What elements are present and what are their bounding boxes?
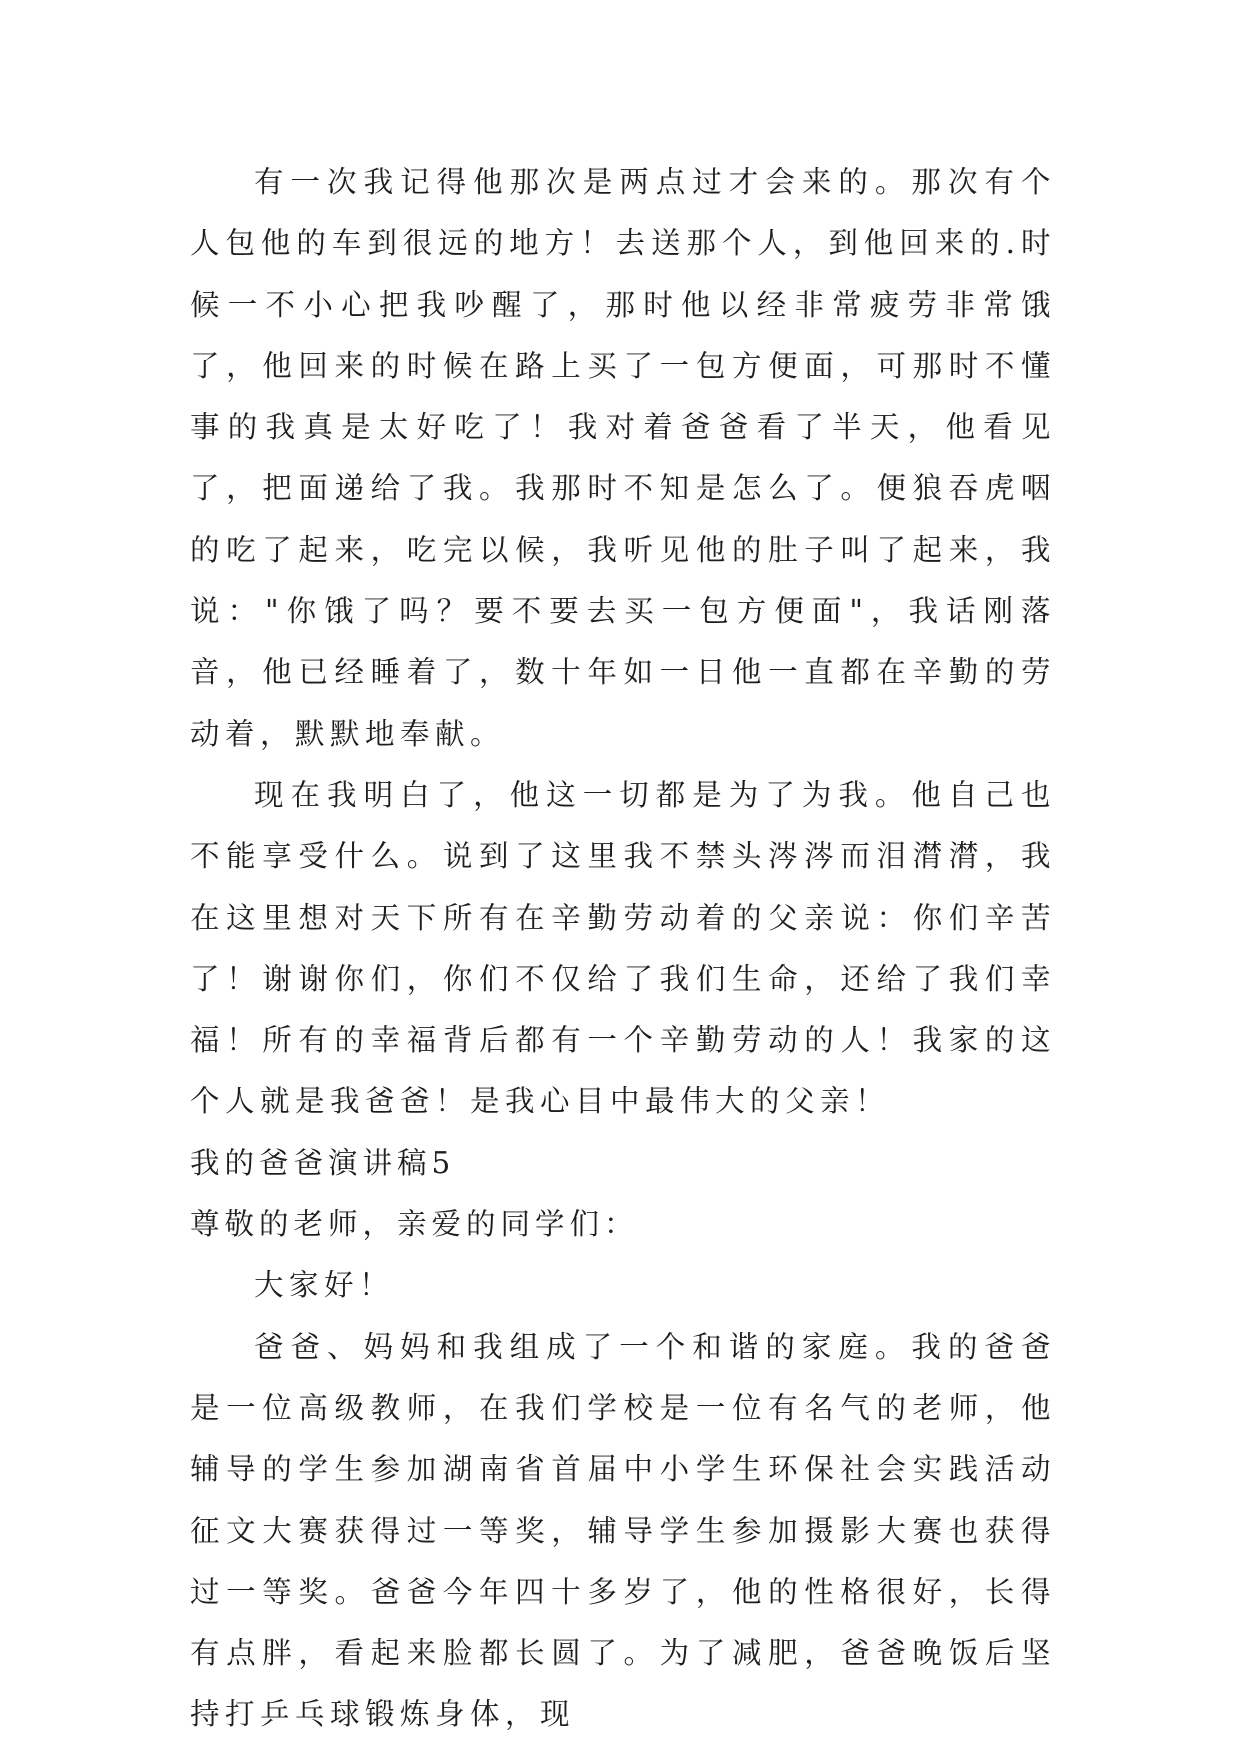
document-body [190,152,1056,1746]
speech-heading: 我的爸爸演讲稿5 [190,1145,456,1180]
paragraph-gratitude: 现在我明白了，他这一切都是为了为我。他自己也不能享受什么。说到了这里我不禁头涔涔而泪潸潸，我在这里想对天下所有在辛勤劳动着的父亲说：你们辛苦了！谢谢你们，你们不仅给了我们生命，还给了我们幸福！所有的幸福背后都有一个辛勤劳动的人！我家的这个人就是我爸爸！是我心目中最伟大的父亲！ [190,777,1056,1119]
paragraph-family-intro: 爸爸、妈妈和我组成了一个和谐的家庭。我的爸爸是一位高级教师，在我们学校是一位有名气的老师，他辅导的学生参加湖南省首届中小学生环保社会实践活动征文大赛获得过一等奖，辅导学生参加摄影大赛也获得过一等奖。爸爸今年四十多岁了，他的性格很好，长得有点胖，看起来脸都长圆了。为了减肥，爸爸晚饭后坚持打乒乓球锻炼身体，现 [190,1329,1056,1732]
speech-greeting: 尊敬的老师，亲爱的同学们： [190,1207,639,1242]
paragraph-father-late-night: 有一次我记得他那次是两点过才会来的。那次有个人包他的车到很远的地方！去送那个人，到他回来的.时候一不小心把我吵醒了，那时他以经非常疲劳非常饿了，他回来的时候在路上买了一包方便面，可那时不懂事的我真是太好吃了！我对着爸爸看了半天，他看见了，把面递给了我。我那时不知是怎么了。便狼吞虎咽的吃了起来，吃完以候，我听见他的肚子叫了起来，我说："你饿了吗？要不要去买一包方便面"，我话刚落音，他已经睡着了，数十年如一日他一直都在辛勤的劳动着，默默地奉献。 [190,165,1056,751]
speech-salutation: 大家好！ [254,1268,395,1303]
